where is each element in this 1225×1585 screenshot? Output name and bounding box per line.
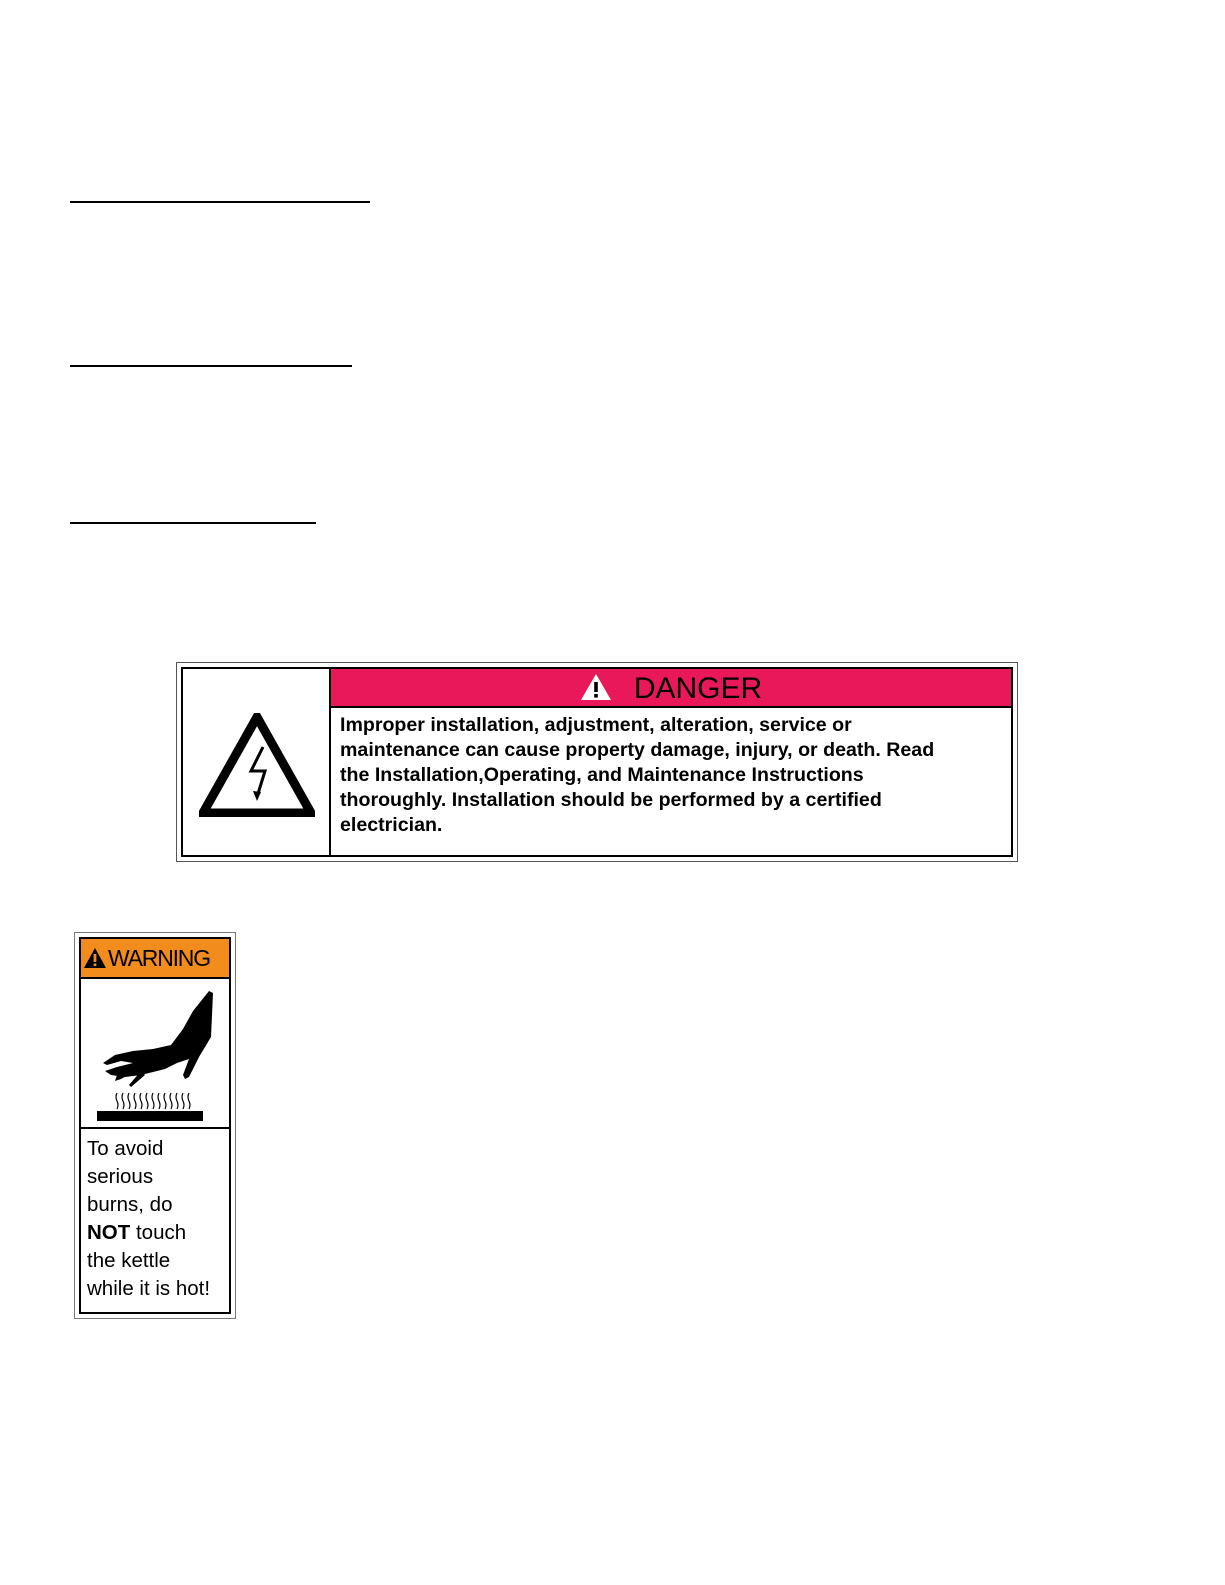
warning-emphasis: NOT [87, 1221, 131, 1244]
section-heading-underline [70, 522, 316, 524]
warning-header [81, 939, 229, 979]
warning-label [74, 932, 236, 1319]
section-heading-underline [70, 201, 370, 203]
warning-message-line [87, 1219, 231, 1247]
danger-message-line: Improper installation, adjustment, alteration, service or [340, 714, 852, 736]
alert-triangle-icon [83, 947, 107, 969]
danger-message-line: thoroughly. Installation should be performed by a certified [340, 789, 882, 811]
warning-signal-word: WARNING [108, 945, 210, 971]
warning-message-fragment: touch [130, 1221, 187, 1244]
section-heading-underline [70, 365, 352, 367]
danger-symbol-panel [183, 669, 331, 855]
warning-message-line: serious [87, 1165, 154, 1188]
danger-label-frame [181, 667, 1013, 857]
danger-message-line: electrician. [340, 814, 443, 836]
electrical-hazard-icon [199, 713, 315, 817]
danger-header [331, 669, 1011, 708]
danger-message-line: the Installation,Operating, and Maintenance Instructions [340, 764, 864, 786]
hot-surface-hand-icon [81, 979, 229, 1125]
alert-triangle-icon [580, 673, 612, 701]
danger-label [176, 662, 1018, 862]
warning-pictogram-panel [81, 979, 229, 1129]
warning-label-frame [79, 937, 231, 1314]
warning-message-line: the kettle [87, 1249, 171, 1272]
warning-message-line: To avoid [87, 1137, 164, 1160]
warning-message-line: while it is hot! [87, 1277, 211, 1300]
danger-message [340, 713, 1010, 838]
danger-signal-word: DANGER [633, 672, 763, 705]
warning-message-line: burns, do [87, 1193, 173, 1216]
warning-message [87, 1135, 231, 1303]
danger-message-line: maintenance can cause property damage, injury, or death. Read [340, 739, 935, 761]
